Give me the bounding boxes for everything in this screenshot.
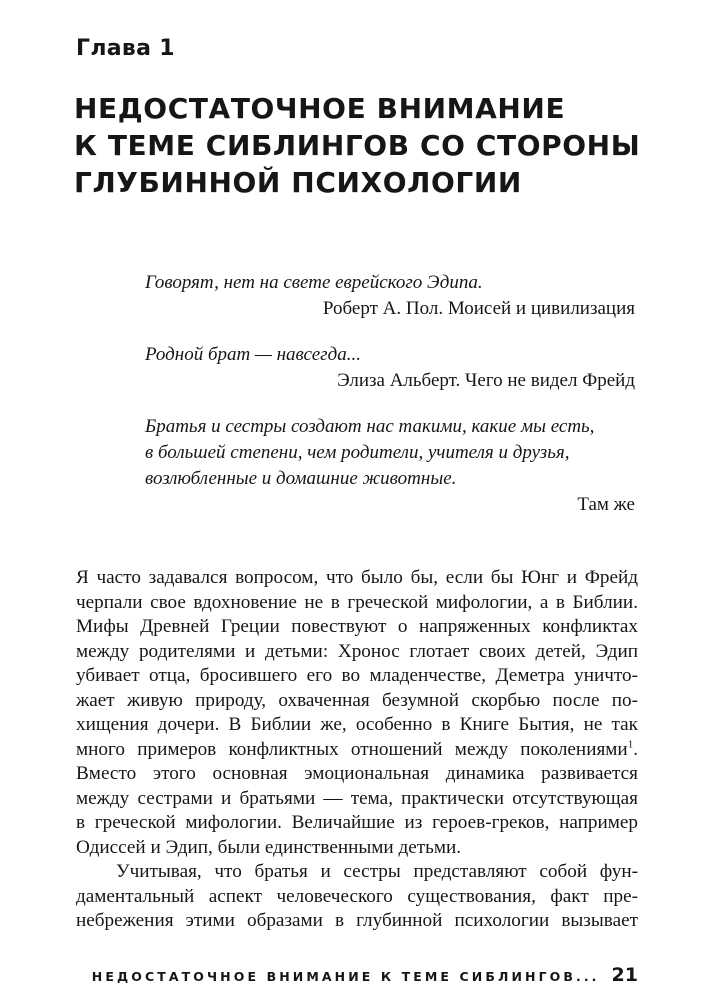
epigraph bbox=[145, 270, 635, 322]
text-line: даментальный аспект человеческого существования, факт пре- bbox=[76, 885, 638, 907]
text-line: жает живую природу, охваченная безумной скорбью после по- bbox=[76, 689, 638, 711]
text-line: Я часто задавался вопросом, что было бы, если бы Юнг и Фрейд bbox=[76, 567, 638, 588]
epigraph-quote-line: возлюбленные и домашние животные. bbox=[145, 468, 457, 489]
footnote-suffix: . bbox=[633, 738, 638, 760]
body-text bbox=[76, 566, 638, 934]
footnote-ref[interactable]: 1 bbox=[627, 738, 634, 751]
epigraph-source: Роберт А. Пол. Моисей и цивилизация bbox=[322, 298, 635, 319]
epigraph bbox=[145, 414, 635, 518]
epigraph-source: Элиза Альберт. Чего не видел Фрейд bbox=[337, 370, 635, 391]
epigraph-quote bbox=[145, 270, 635, 296]
paragraph bbox=[76, 860, 638, 934]
text-line: между сестрами и братьями — тема, практически отсутствующая bbox=[76, 787, 638, 809]
chapter-title-line: ГЛУБИННОЙ ПСИХОЛОГИИ bbox=[74, 166, 522, 199]
paragraph bbox=[76, 566, 638, 860]
epigraph-quote bbox=[145, 342, 635, 368]
epigraphs bbox=[145, 270, 635, 538]
text-line: убивает отца, бросившего его во младенчестве, Деметра уничто- bbox=[76, 665, 638, 686]
text-line: хищения дочери. В Библии же, особенно в Книге Бытия, не так bbox=[76, 714, 638, 735]
chapter-title-line: К ТЕМЕ СИБЛИНГОВ СО СТОРОНЫ bbox=[74, 129, 641, 162]
epigraph-quote bbox=[145, 414, 635, 492]
text-line-content: много примеров конфликтных отношений между поколениями bbox=[76, 738, 628, 760]
chapter-title bbox=[74, 90, 641, 201]
text-line: Одиссей и Эдип, были единственными детьми. bbox=[76, 836, 462, 858]
epigraph-source: Там же bbox=[577, 494, 635, 515]
text-line: в греческой мифологии. Величайшие из героев-греков, например bbox=[76, 812, 638, 833]
epigraph-quote-line: Родной брат — навсегда... bbox=[145, 344, 361, 365]
epigraph-quote-line: в большей степени, чем родители, учителя и друзья, bbox=[145, 442, 570, 463]
epigraph bbox=[145, 342, 635, 394]
epigraph-quote-line: Братья и сестры создают нас такими, какие мы есть, bbox=[145, 416, 595, 437]
text-line bbox=[76, 738, 638, 763]
text-line: небрежения этими образами в глубинной психологии вызывает bbox=[76, 910, 638, 931]
page-number: 21 bbox=[611, 964, 638, 986]
text-line: Мифы Древней Греции повествуют о напряженных конфликтах bbox=[76, 616, 638, 637]
text-line: черпали свое вдохновение не в греческой мифологии, а в Библии. bbox=[76, 591, 638, 613]
text-line: Вместо этого основная эмоциональная динамика развивается bbox=[76, 763, 638, 784]
epigraph-quote-line: Говорят, нет на свете еврейского Эдипа. bbox=[145, 272, 483, 293]
page-footer bbox=[91, 964, 638, 988]
chapter-title-line: НЕДОСТАТОЧНОЕ ВНИМАНИЕ bbox=[74, 92, 566, 125]
running-head: НЕДОСТАТОЧНОЕ ВНИМАНИЕ К ТЕМЕ СИБЛИНГОВ... bbox=[91, 969, 600, 984]
chapter-label: Глава 1 bbox=[76, 36, 175, 61]
text-line: Учитывая, что братья и сестры представляют собой фун- bbox=[116, 861, 638, 882]
text-line: между родителями и детьми: Хронос глотает своих детей, Эдип bbox=[76, 640, 638, 662]
